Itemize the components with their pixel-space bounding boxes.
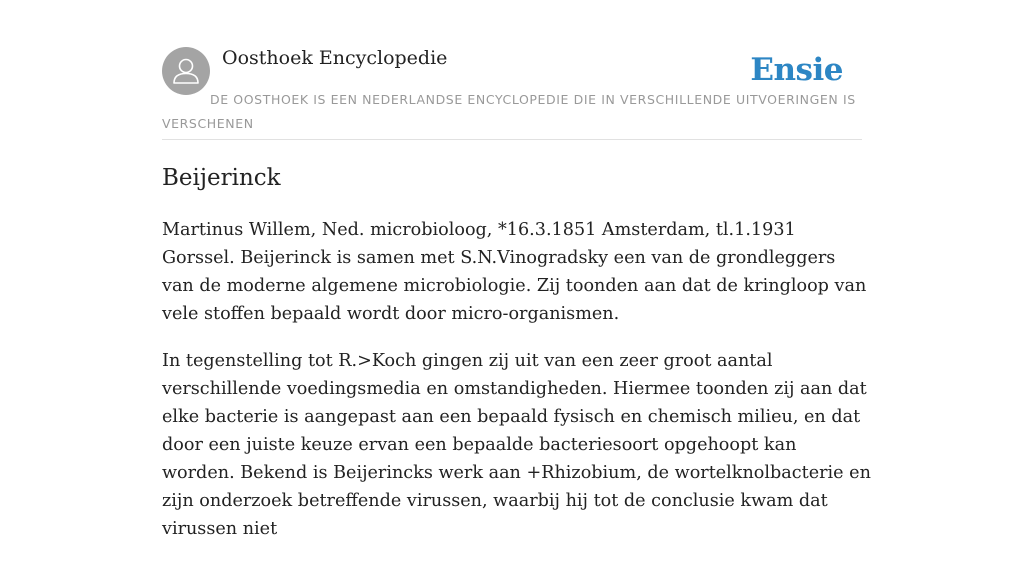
- ensie-logo[interactable]: Ensie: [750, 52, 843, 88]
- article-body: [162, 216, 872, 562]
- source-description: DE OOSTHOEK IS EEN NEDERLANDSE ENCYCLOPEDIE DIE IN VERSCHILLENDE UITVOERINGEN IS VERSCHENEN: [162, 92, 856, 131]
- article-paragraph: In tegenstelling tot R.>Koch gingen zij uit van een zeer groot aantal verschillende voedingsmedia en omstandigheden. Hiermee toonden zij aan dat elke bacterie is aangepast aan een bepaald fysisch en chemisch milieu, en dat door een juiste keuze ervan een bepaalde bacteriesoort opgehoopt kan worden. Bekend is Beijerincks werk aan +Rhizobium, de wortelknolbacterie en zijn onderzoek betreffende virussen, waarbij hij tot de conclusie kwam dat virussen niet: [162, 351, 871, 539]
- source-name-link[interactable]: Oosthoek Encyclopedie: [222, 47, 448, 69]
- source-header: [162, 46, 862, 140]
- article-paragraph: Martinus Willem, Ned. microbioloog, *16.3.1851 Amsterdam, tl.1.1931 Gorssel. Beijerinck is samen met S.N.Vinogradsky een van de grondleggers van de moderne algemene microbiologie. Zij toonden aan dat de kringloop van vele stoffen bepaald wordt door micro-organismen.: [162, 220, 867, 324]
- article-title: Beijerinck: [162, 165, 281, 191]
